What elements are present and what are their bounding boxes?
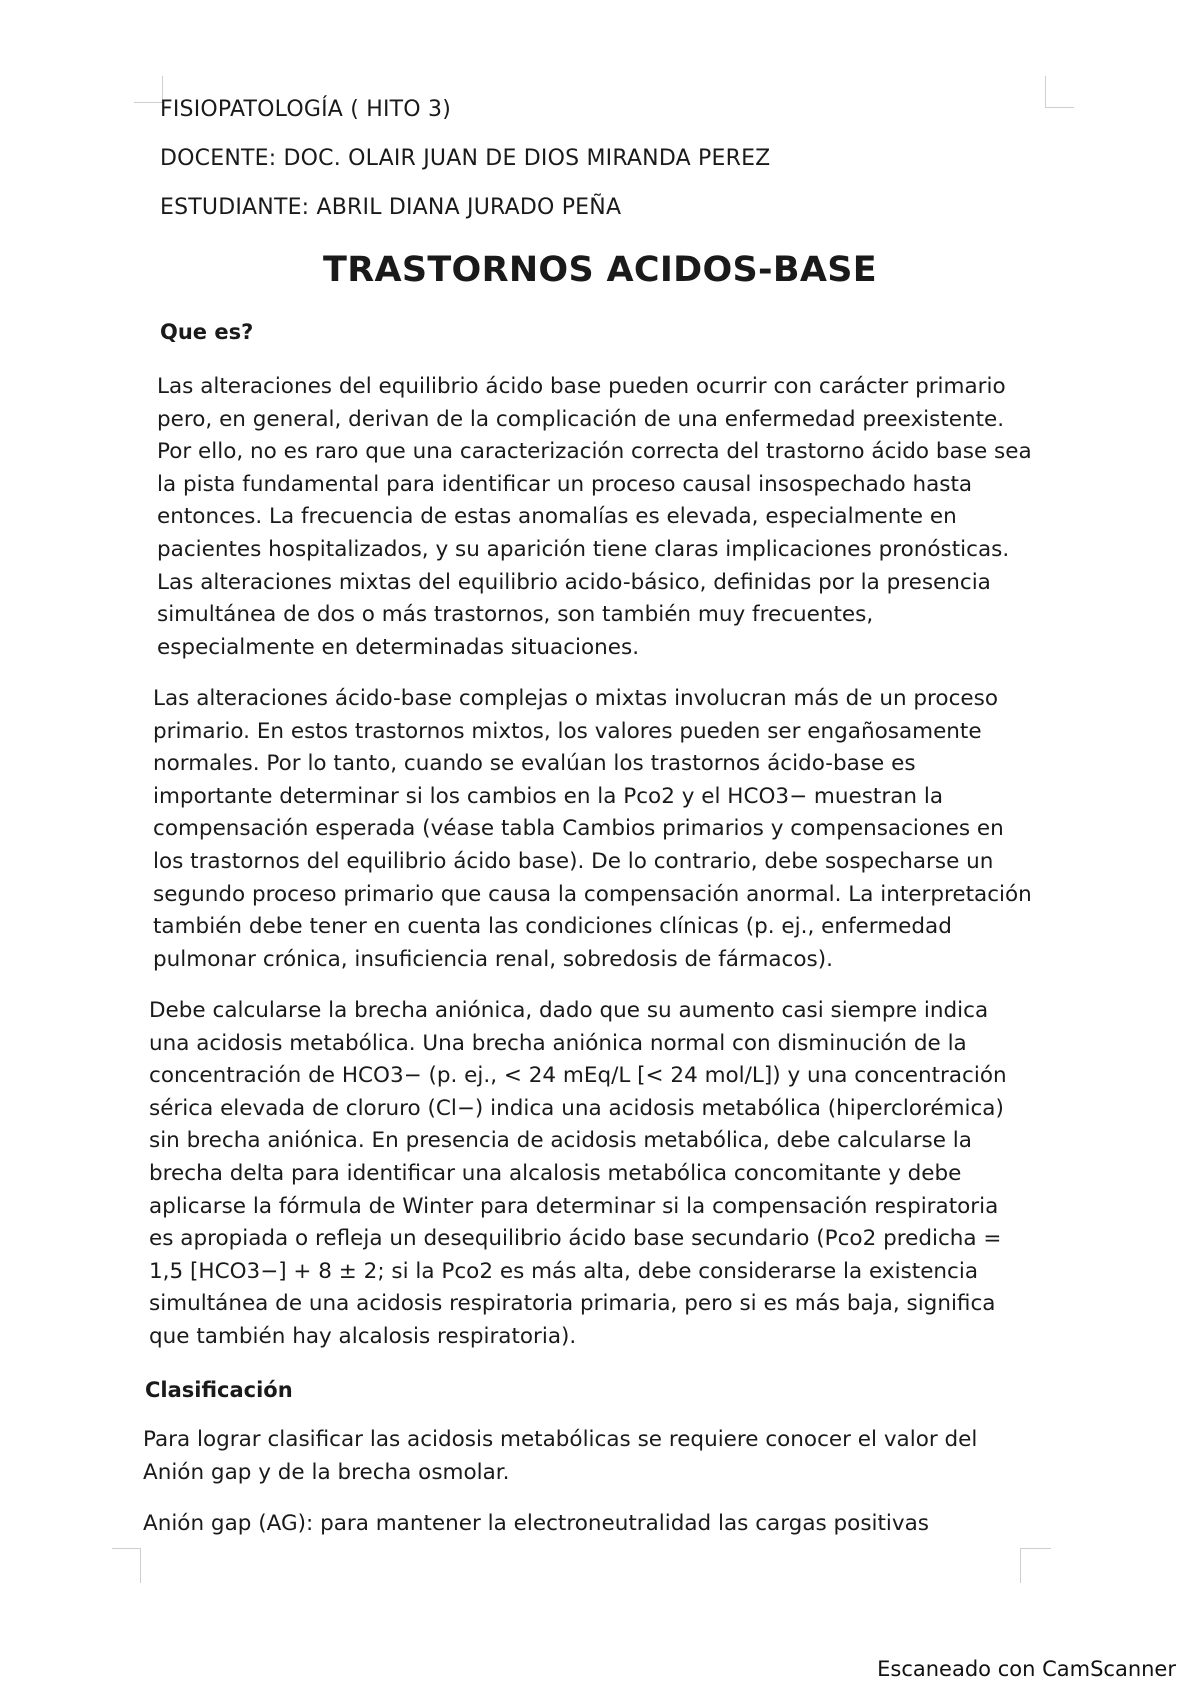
section-heading-clasificacion: Clasificación [145,1378,293,1402]
course-line: FISIOPATOLOGÍA ( HITO 3) [160,97,451,122]
teacher-line: DOCENTE: DOC. OLAIR JUAN DE DIOS MIRANDA PEREZ [160,146,771,171]
paragraph-intro: Las alteraciones del equilibrio ácido base pueden ocurrir con carácter primario pero, en general, derivan de la complicación de una enfermedad preexistente. Por ello, no es raro que una caracterización correcta del trastorno ácido base sea la pista fundamental para identificar un proceso causal insospechado hasta entonces. La frecuencia de estas anomalías es elevada, especialmente en pacientes hospitalizados, y su aparición tiene claras implicaciones pronósticas. Las alteraciones mixtas del equilibrio acido-básico, definidas por la presencia simultánea de dos o más trastornos, son también muy frecuentes, especialmente en determinadas situaciones. [157,374,1032,660]
crop-mark-top-left [134,76,163,103]
paragraph-mixed-disorders: Las alteraciones ácido-base complejas o mixtas involucran más de un proceso primario. En estos trastornos mixtos, los valores pueden ser engañosamente normales. Por lo tanto, cuando se evalúan los trastornos ácido-base es importante determinar si los cambios en la Pco2 y el HCO3− muestran la compensación esperada (véase tabla Cambios primarios y compensaciones en los trastornos del equilibrio ácido base). De lo contrario, debe sospecharse un segundo proceso primario que causa la compensación anormal. La interpretación también debe tener en cuenta las condiciones clínicas (p. ej., enfermedad pulmonar crónica, insuficiencia renal, sobredosis de fármacos). [153,686,1032,972]
crop-mark-bottom-right [1020,1548,1051,1583]
paragraph-anion-gap: Debe calcularse la brecha aniónica, dado que su aumento casi siempre indica una acidosis metabólica. Una brecha aniónica normal con disminución de la concentración de HCO3− (p. ej., < 24 mEq/L [< 24 mol/L]) y una concentración sérica elevada de cloruro (Cl−) indica una acidosis metabólica (hiperclorémica) sin brecha aniónica. En presencia de acidosis metabólica, debe calcularse la brecha delta para identificar una alcalosis metabólica concomitante y debe aplicarse la fórmula de Winter para determinar si la compensación respiratoria es apropiada o refleja un desequilibrio ácido base secundario (Pco2 predicha = 1,5 [HCO3−] + 8 ± 2; si la Pco2 es más alta, debe considerarse la existencia simultánea de una acidosis respiratoria primaria, pero si es más baja, significa que también hay alcalosis respiratoria). [149,998,1007,1349]
scanner-watermark: Escaneado con CamScanner [877,1657,1176,1681]
crop-mark-top-right [1045,76,1074,108]
student-line: ESTUDIANTE: ABRIL DIANA JURADO PEÑA [160,195,622,220]
paragraph-classification: Para lograr clasificar las acidosis metabólicas se requiere conocer el valor del Anión gap y de la brecha osmolar. [143,1427,978,1485]
crop-mark-bottom-left [112,1548,141,1583]
document-title: TRASTORNOS ACIDOS-BASE [323,250,877,290]
paragraph-anion-gap-definition: Anión gap (AG): para mantener la electroneutralidad las cargas positivas [143,1511,930,1536]
section-heading-que-es: Que es? [160,320,254,344]
